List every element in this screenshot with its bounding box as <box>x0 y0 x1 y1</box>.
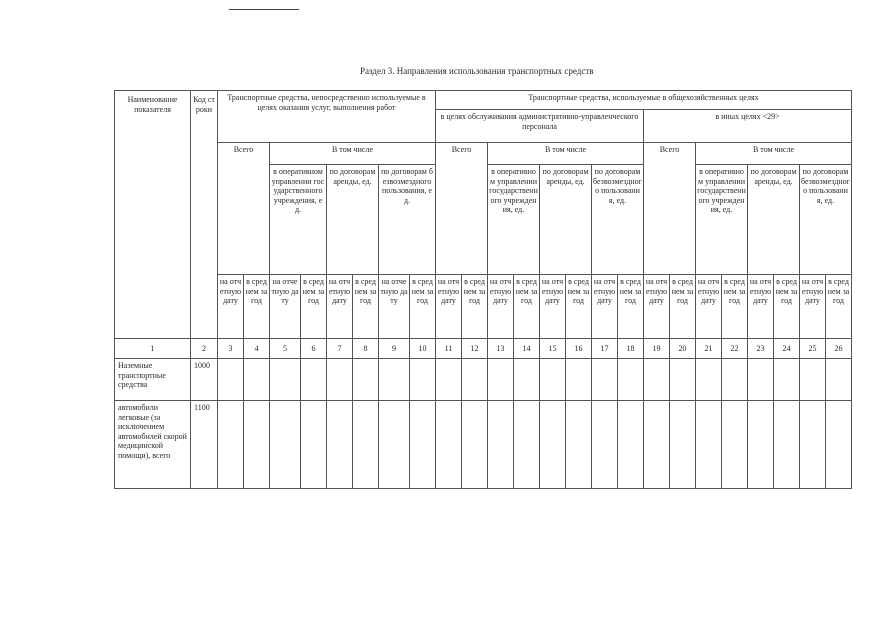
header-other-group: в иных целях <29> <box>644 110 852 143</box>
column-number: 6 <box>301 339 327 359</box>
column-number: 4 <box>244 339 270 359</box>
header-total: Всего <box>644 143 696 275</box>
data-cell[interactable] <box>540 359 566 401</box>
header-avg-year: в среднем за год <box>353 275 379 339</box>
column-number: 9 <box>379 339 410 359</box>
header-including: В том числе <box>488 143 644 165</box>
data-cell[interactable] <box>670 359 696 401</box>
header-free-use: по договорам безвозмездного пользования, ед. <box>379 165 436 275</box>
column-number: 2 <box>191 339 218 359</box>
data-cell[interactable] <box>748 401 774 489</box>
header-avg-year: в среднем за год <box>566 275 592 339</box>
header-household-group: Транспортные средства, используемые в общехозяйственных целях <box>436 91 852 110</box>
header-avg-year: в среднем за год <box>410 275 436 339</box>
header-at-date: на отчетную дату <box>540 275 566 339</box>
column-number: 5 <box>270 339 301 359</box>
data-cell[interactable] <box>592 359 618 401</box>
header-avg-year: в среднем за год <box>244 275 270 339</box>
column-number: 14 <box>514 339 540 359</box>
data-cell[interactable] <box>353 401 379 489</box>
data-cell[interactable] <box>301 401 327 489</box>
header-at-date: на отчетную дату <box>592 275 618 339</box>
data-cell[interactable] <box>722 359 748 401</box>
data-cell[interactable] <box>644 401 670 489</box>
column-number: 23 <box>748 339 774 359</box>
data-cell[interactable] <box>618 401 644 489</box>
header-free-use: по договорам безвозмездного пользования, ед. <box>592 165 644 275</box>
data-cell[interactable] <box>696 359 722 401</box>
data-cell[interactable] <box>379 401 410 489</box>
column-number-row <box>115 339 852 359</box>
row-name: Наземные транспортные средства <box>115 359 191 401</box>
data-cell[interactable] <box>488 359 514 401</box>
data-cell[interactable] <box>826 359 852 401</box>
header-admin-group: в целях обслуживания административно-управленческого персонала <box>436 110 644 143</box>
column-number: 10 <box>410 339 436 359</box>
column-number: 13 <box>488 339 514 359</box>
header-at-date: на отчетную дату <box>488 275 514 339</box>
header-total: Всего <box>218 143 270 275</box>
data-cell[interactable] <box>462 359 488 401</box>
row-code: 1000 <box>191 359 218 401</box>
column-number: 1 <box>115 339 191 359</box>
header-free-use: по договорам безвозмездного пользования, ед. <box>800 165 852 275</box>
data-cell[interactable] <box>722 401 748 489</box>
data-cell[interactable] <box>618 359 644 401</box>
header-at-date: на отчетную дату <box>696 275 722 339</box>
header-including: В том числе <box>270 143 436 165</box>
column-number: 24 <box>774 339 800 359</box>
header-operational: в оперативном управлении государственного учреждения, ед. <box>696 165 748 275</box>
header-avg-year: в среднем за год <box>774 275 800 339</box>
data-cell[interactable] <box>410 401 436 489</box>
header-at-date: на отчетную дату <box>218 275 244 339</box>
header-avg-year: в среднем за год <box>301 275 327 339</box>
header-lease: по договорам аренды, ед. <box>327 165 379 275</box>
header-lease: по договорам аренды, ед. <box>540 165 592 275</box>
header-operational: в оперативном управлении государственного учреждения, ед. <box>270 165 327 275</box>
data-cell[interactable] <box>826 401 852 489</box>
header-at-date: на отчетную дату <box>436 275 462 339</box>
header-avg-year: в среднем за год <box>826 275 852 339</box>
data-cell[interactable] <box>436 359 462 401</box>
data-cell[interactable] <box>327 359 353 401</box>
data-cell[interactable] <box>514 401 540 489</box>
column-number: 15 <box>540 339 566 359</box>
column-number: 16 <box>566 339 592 359</box>
column-number: 21 <box>696 339 722 359</box>
data-cell[interactable] <box>774 359 800 401</box>
data-cell[interactable] <box>410 359 436 401</box>
data-cell[interactable] <box>644 359 670 401</box>
header-name: Наименование показателя <box>115 91 191 339</box>
header-at-date: на отчетную дату <box>379 275 410 339</box>
data-cell[interactable] <box>436 401 462 489</box>
data-cell[interactable] <box>800 359 826 401</box>
data-cell[interactable] <box>218 401 244 489</box>
header-operational: в оперативном управлении государственного учреждения, ед. <box>488 165 540 275</box>
column-number: 8 <box>353 339 379 359</box>
header-avg-year: в среднем за год <box>670 275 696 339</box>
data-cell[interactable] <box>488 401 514 489</box>
transport-usage-table <box>114 90 852 489</box>
header-total: Всего <box>436 143 488 275</box>
data-cell[interactable] <box>301 359 327 401</box>
header-direct-group: Транспортные средства, непосредственно используемые в целях оказания услуг, выполнения работ <box>218 91 436 143</box>
data-cell[interactable] <box>566 359 592 401</box>
table-row <box>115 359 852 401</box>
header-at-date: на отчетную дату <box>800 275 826 339</box>
data-cell[interactable] <box>800 401 826 489</box>
data-cell[interactable] <box>592 401 618 489</box>
data-cell[interactable] <box>540 401 566 489</box>
header-at-date: на отчетную дату <box>327 275 353 339</box>
data-cell[interactable] <box>244 359 270 401</box>
column-number: 19 <box>644 339 670 359</box>
column-number: 20 <box>670 339 696 359</box>
column-number: 7 <box>327 339 353 359</box>
data-cell[interactable] <box>270 359 301 401</box>
data-cell[interactable] <box>327 401 353 489</box>
section-title: Раздел 3. Направления использования транспортных средств <box>360 66 594 76</box>
column-number: 3 <box>218 339 244 359</box>
data-cell[interactable] <box>670 401 696 489</box>
column-number: 22 <box>722 339 748 359</box>
header-avg-year: в среднем за год <box>462 275 488 339</box>
data-cell[interactable] <box>566 401 592 489</box>
data-cell[interactable] <box>462 401 488 489</box>
data-cell[interactable] <box>244 401 270 489</box>
header-avg-year: в среднем за год <box>514 275 540 339</box>
data-cell[interactable] <box>270 401 301 489</box>
header-avg-year: в среднем за год <box>618 275 644 339</box>
header-at-date: на отчетную дату <box>644 275 670 339</box>
column-number: 25 <box>800 339 826 359</box>
column-number: 17 <box>592 339 618 359</box>
data-cell[interactable] <box>379 359 410 401</box>
header-at-date: на отчетную дату <box>748 275 774 339</box>
top-rule <box>229 9 299 10</box>
header-including: В том числе <box>696 143 852 165</box>
column-number: 11 <box>436 339 462 359</box>
data-cell[interactable] <box>514 359 540 401</box>
data-cell[interactable] <box>774 401 800 489</box>
header-code: Код строки <box>191 91 218 339</box>
data-cell[interactable] <box>218 359 244 401</box>
data-cell[interactable] <box>353 359 379 401</box>
column-number: 12 <box>462 339 488 359</box>
data-cell[interactable] <box>748 359 774 401</box>
header-lease: по договорам аренды, ед. <box>748 165 800 275</box>
header-at-date: на отчетную дату <box>270 275 301 339</box>
table-row <box>115 401 852 489</box>
row-name: автомобили легковые (за исключением автомобилей скорой медицинской помощи), всего <box>115 401 191 489</box>
data-cell[interactable] <box>696 401 722 489</box>
row-code: 1100 <box>191 401 218 489</box>
header-avg-year: в среднем за год <box>722 275 748 339</box>
column-number: 18 <box>618 339 644 359</box>
column-number: 26 <box>826 339 852 359</box>
